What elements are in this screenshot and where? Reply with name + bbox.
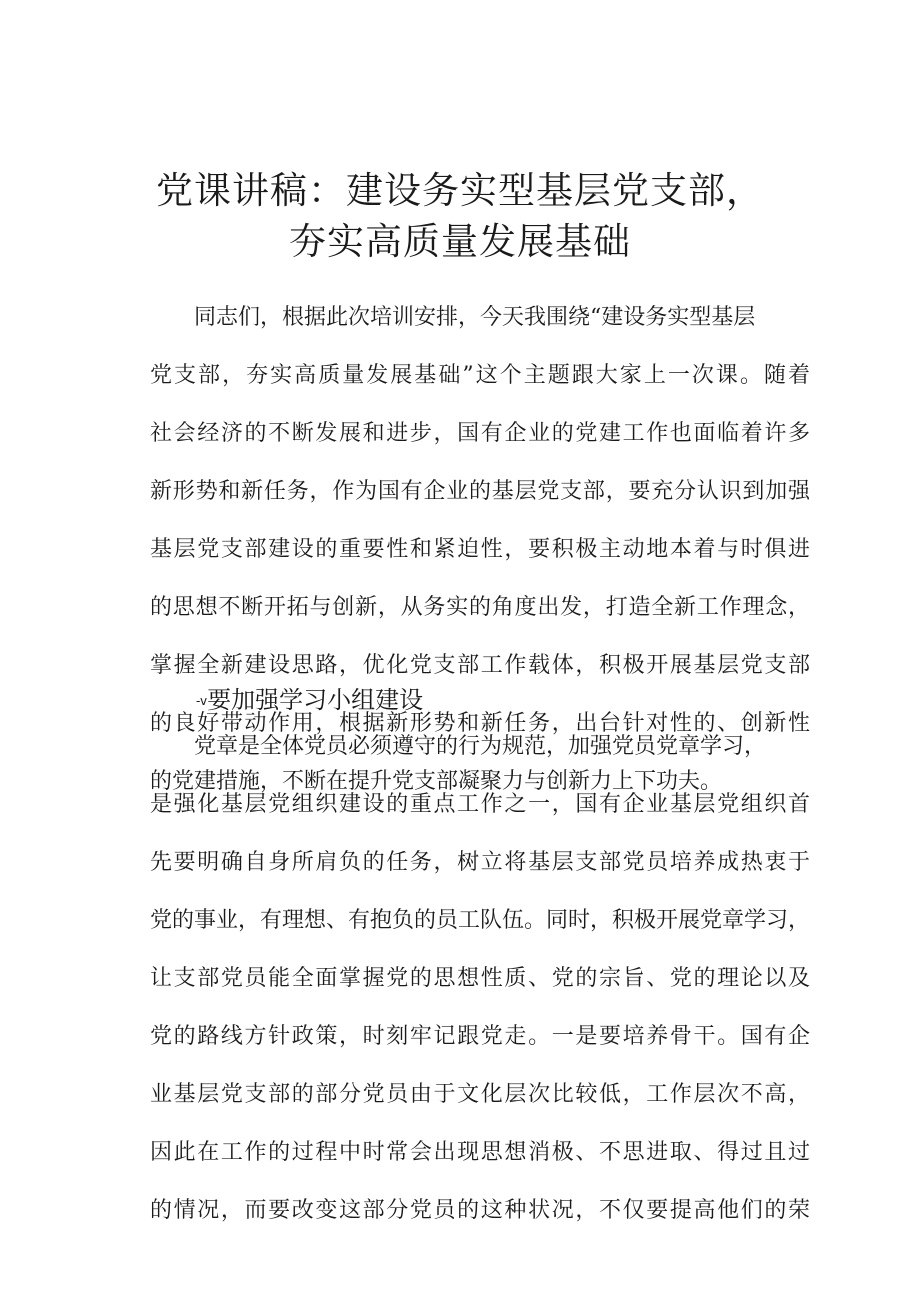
paragraph-line: 因此在工作的过程中时常会出现思想消极、不思进取、得过且过: [150, 1140, 810, 1165]
paragraph-line: 让支部党员能全面掌握党的思想性质、党的宗旨、党的理论以及: [150, 966, 810, 991]
section-heading-mark: -v: [196, 694, 208, 708]
paragraph-line: 社会经济的不断发展和进步，国有企业的党建工作也面临着许多: [150, 421, 810, 446]
paragraph-line: 业基层党支部的部分党员由于文化层次比较低，工作层次不高，: [150, 1082, 810, 1107]
paragraph-section-1: [150, 718, 810, 1240]
paragraph-line: 基层党支部建设的重要性和紧迫性，要积极主动地本着与时俱进: [150, 537, 810, 562]
paragraph-line: 的良好带动作用，根据新形势和新任务，出台针对性的、创新性: [150, 711, 810, 736]
paragraph-line: 是强化基层党组织建设的重点工作之一，国有企业基层党组织首: [150, 792, 810, 817]
paragraph-line: 同志们，根据此次培训安排，今天我围绕“建设务实型基层: [194, 305, 756, 330]
paragraph-line: 党的事业，有理想、有抱负的员工队伍。同时，积极开展党章学习，: [150, 908, 811, 933]
paragraph-line: 新形势和新任务，作为国有企业的基层党支部，要充分认识到加强: [150, 479, 810, 504]
paragraph-line: 党支部，夯实高质量发展基础”这个主题跟大家上一次课。随着: [150, 363, 810, 388]
section-heading: [196, 680, 423, 721]
paragraph-line: 先要明确自身所肩负的任务，树立将基层支部党员培养成热衷于: [150, 850, 810, 875]
paragraph-line: 的思想不断开拓与创新，从务实的角度出发，打造全新工作理念，: [150, 595, 810, 620]
paragraph-line: 党的路线方针政策，时刻牢记跟党走。一是要培养骨干。国有企: [150, 1024, 810, 1049]
document-title-line-2: 夯实高质量发展基础: [289, 220, 631, 263]
section-heading-text: 要加强学习小组建设: [207, 686, 424, 714]
paragraph-line: 的党建措施，不断在提升党支部凝聚力与创新力上下功夫。: [150, 769, 723, 794]
paragraph-line: 的情况，而要改变这部分党员的这种状况，不仅要提高他们的荣: [150, 1198, 810, 1223]
paragraph-line: 掌握全新建设思路，优化党支部工作载体，积极开展基层党支部: [150, 653, 810, 678]
paragraph-line: 党章是全体党员必须遵守的行为规范，加强党员党章学习，: [194, 734, 767, 759]
document-title-line-1: 党课讲稿：建设务实型基层党支部，: [156, 169, 764, 212]
